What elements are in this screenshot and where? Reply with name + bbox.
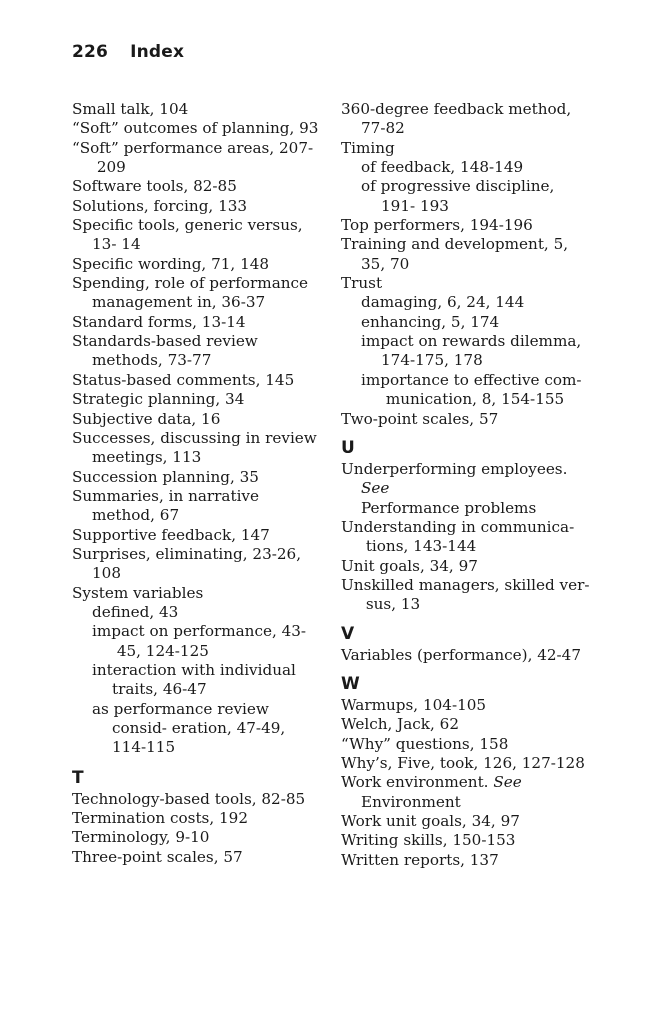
index-entry: Trust: [341, 274, 383, 293]
index-column-left: [72, 100, 324, 867]
index-entry: Standard forms, 13-14: [72, 312, 246, 331]
index-entry: Small talk, 104: [72, 100, 189, 118]
section-letter-t: T: [72, 767, 84, 788]
index-entry: Succession planning, 35: [72, 467, 259, 486]
index-subentry: importance to effective com- munication, 8, 154-155: [361, 370, 582, 409]
index-entry: Work unit goals, 34, 97: [341, 812, 520, 830]
index-entry: 360-degree feedback method, 77-82: [341, 100, 572, 138]
index-entry: Welch, Jack, 62: [341, 715, 459, 734]
page-number: 226: [72, 42, 109, 62]
index-entry: Writing skills, 150-153: [341, 831, 516, 850]
index-entry: Supportive feedback, 147: [72, 525, 270, 544]
index-entry: Specific tools, generic versus, 13- 14: [72, 216, 303, 254]
index-entry: Warmups, 104-105: [341, 695, 487, 714]
index-entry: Written reports, 137: [341, 850, 499, 869]
index-entry: Surprises, eliminating, 23-26, 108: [72, 544, 302, 583]
section-title: Index: [130, 42, 185, 62]
index-entry: Two-point scales, 57: [341, 409, 499, 428]
see-reference: See: [361, 479, 390, 498]
index-entry: Unskilled managers, skilled ver- sus, 13: [341, 575, 590, 614]
index-entry-work-environment: [341, 773, 593, 812]
index-entry: Subjective data, 16: [72, 409, 221, 428]
index-entry: Understanding in communica- tions, 143-144: [341, 517, 575, 556]
index-entry-underperforming: [341, 460, 593, 518]
index-subentry: of feedback, 148-149: [361, 158, 524, 177]
section-letter-v: V: [341, 623, 355, 644]
index-entry: Solutions, forcing, 133: [72, 196, 248, 215]
index-subentry: enhancing, 5, 174: [361, 312, 500, 331]
index-entry: Variables (performance), 42-47: [341, 645, 582, 664]
section-letter-u: U: [341, 437, 355, 458]
index-entry: Specific wording, 71, 148: [72, 254, 270, 273]
index-entry: Timing: [341, 138, 395, 157]
index-subentry: interaction with individual traits, 46-47: [92, 660, 296, 699]
index-subentry: of progressive discipline, 191- 193: [361, 177, 555, 215]
index-subentry: impact on rewards dilemma, 174-175, 178: [361, 332, 582, 370]
index-entry: Three-point scales, 57: [72, 847, 243, 866]
entry-text: Underperforming employees.: [341, 459, 568, 478]
page-header: [72, 40, 184, 64]
index-entry: Training and development, 5, 35, 70: [341, 235, 569, 273]
index-entry: Software tools, 82-85: [72, 177, 237, 196]
index-entry: “Why” questions, 158: [341, 734, 509, 753]
index-entry: Technology-based tools, 82-85: [72, 789, 306, 808]
see-target: Performance problems: [361, 498, 537, 517]
index-entry: Top performers, 194-196: [341, 216, 533, 235]
index-entry: Summaries, in narrative method, 67: [72, 486, 260, 525]
index-entry: Status-based comments, 145: [72, 370, 295, 389]
index-entry: Spending, role of performance management in, 36-37: [72, 274, 309, 312]
see-reference: See: [493, 773, 522, 792]
index-subentry: as performance review consid- eration, 47-49, 114-115: [92, 699, 286, 757]
section-letter-w: W: [341, 673, 360, 694]
see-target: Environment: [361, 792, 461, 811]
index-entry: Successes, discussing in review meetings, 113: [72, 428, 317, 467]
index-entry: “Soft” performance areas, 207- 209: [72, 138, 314, 177]
index-entry: Termination costs, 192: [72, 809, 248, 828]
index-entry: Terminology, 9-10: [72, 828, 210, 847]
index-entry: Strategic planning, 34: [72, 390, 245, 409]
index-entry: Why’s, Five, took, 126, 127-128: [341, 753, 585, 772]
index-entry: Unit goals, 34, 97: [341, 556, 478, 575]
entry-text: Work environment.: [341, 773, 489, 792]
index-subentry: damaging, 6, 24, 144: [361, 293, 525, 312]
index-column-right: [341, 100, 593, 870]
index-entry: “Soft” outcomes of planning, 93: [72, 119, 319, 138]
index-entry: System variables: [72, 583, 204, 602]
index-subentry: defined, 43: [92, 602, 179, 621]
index-subentry: impact on performance, 43- 45, 124-125: [92, 622, 307, 660]
index-entry: Standards-based review methods, 73-77: [72, 332, 258, 370]
